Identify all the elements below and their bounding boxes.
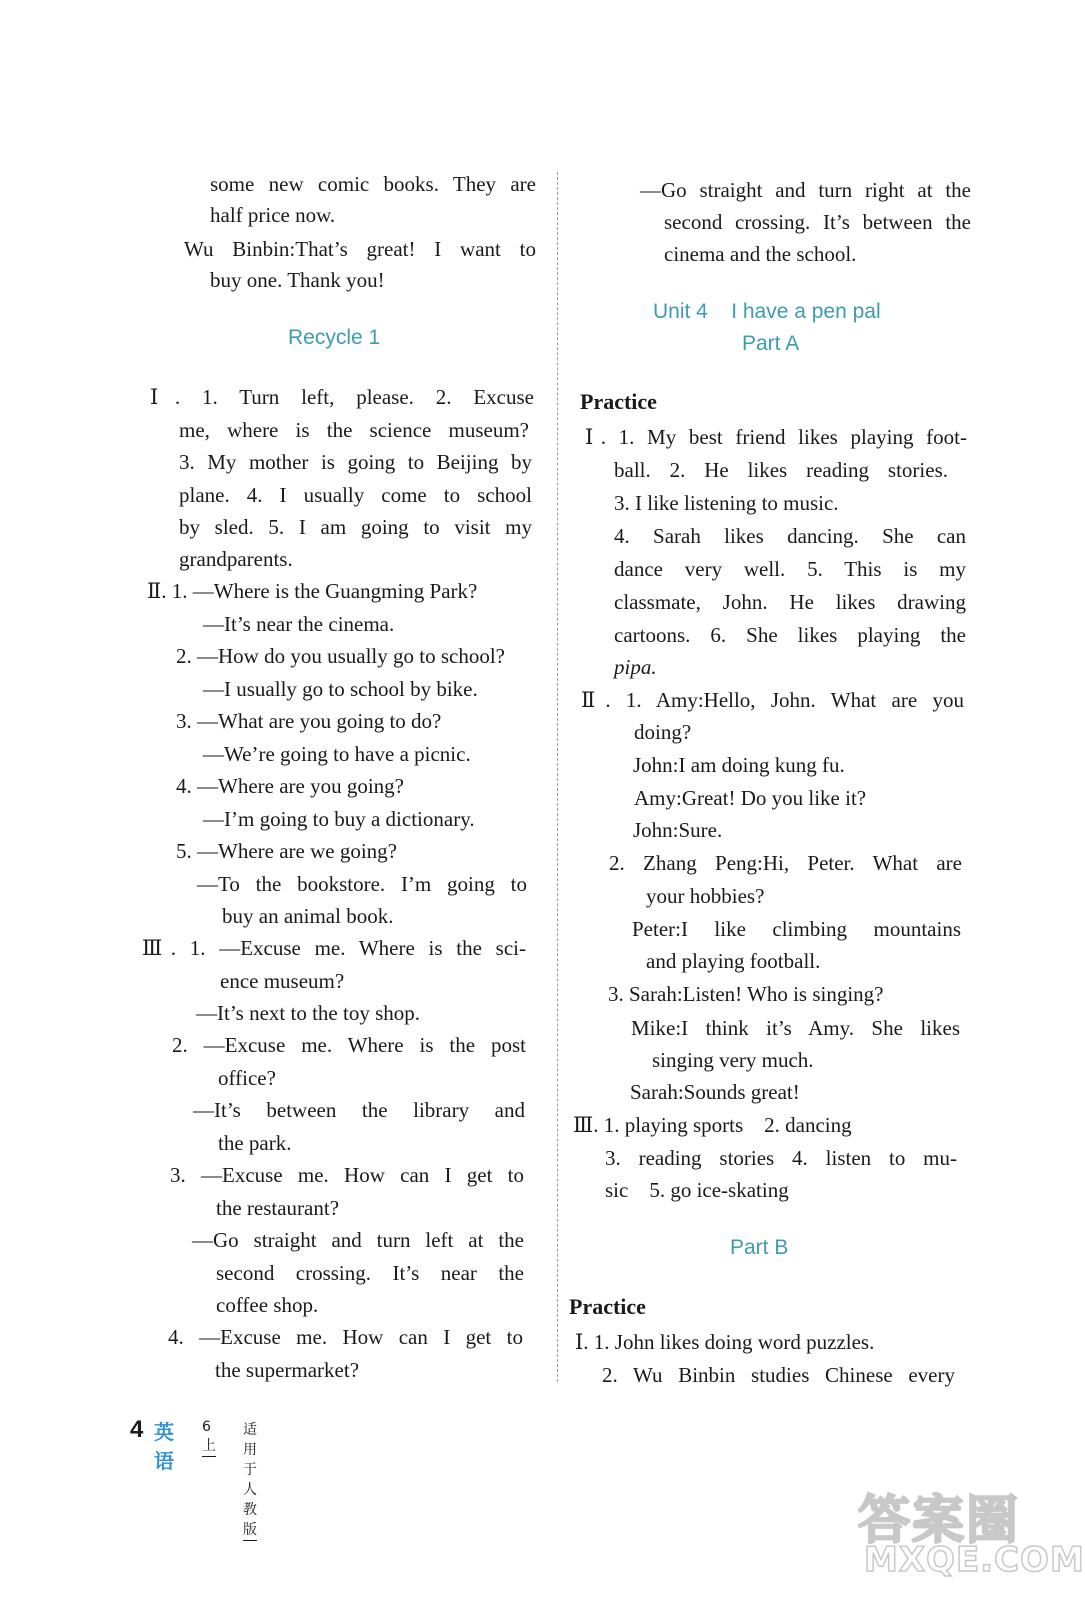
text-line: coffee shop. [216,1293,319,1317]
text-line: John:I am doing kung fu. [633,753,845,777]
text-line: —It’s between the library and [193,1098,525,1122]
text-line: Ⅰ. 1. Turn left, please. 2. Excuse [150,385,534,409]
text-line: Ⅰ. 1. My best friend likes playing foot- [585,425,967,449]
text-line: Sarah:Sounds great! [630,1080,800,1104]
text-line: ball. 2. He likes reading stories. [614,458,948,482]
text-line: ence museum? [220,969,345,993]
text-line: Ⅱ. 1. Amy:Hello, John. What are you [581,688,964,712]
text-line: the supermarket? [215,1358,360,1382]
subject-label: 英语 [154,1420,174,1473]
part-a-title: Part A [742,332,800,355]
text-line: 2. Zhang Peng:Hi, Peter. What are [609,851,962,875]
text-line: singing very much. [652,1048,814,1072]
text-line: the restaurant? [216,1196,340,1220]
text-line: —I usually go to school by bike. [203,677,478,701]
text-line: 5. —Where are we going? [176,839,397,863]
section-title-recycle: Recycle 1 [288,326,381,349]
text-line: 2. —How do you usually go to school? [176,644,505,668]
watermark-en: MXQE.COM [864,1540,1085,1580]
text-line: the park. [218,1131,292,1155]
text-line: Amy:Great! Do you like it? [634,786,867,810]
watermark-cn: 答案圈 [858,1491,1021,1551]
text-line: cinema and the school. [664,242,857,266]
text-line: pipa. [614,655,657,679]
text-line: —We’re going to have a picnic. [203,742,471,766]
text-line: 3. reading stories 4. listen to mu- [605,1146,957,1170]
text-line: —I’m going to buy a dictionary. [203,807,475,831]
text-line: Ⅰ. 1. John likes doing word puzzles. [575,1330,875,1354]
text-line: 4. —Where are you going? [176,774,404,798]
text-line: sic 5. go ice-skating [605,1178,789,1202]
part-b-title: Part B [730,1236,789,1259]
text-line: buy an animal book. [222,904,394,928]
text-line: 2. Wu Binbin studies Chinese every [602,1363,955,1387]
text-line: Ⅲ. 1. playing sports 2. dancing [573,1113,852,1137]
text-line: by sled. 5. I am going to visit my [179,515,532,539]
text-line: 3. My mother is going to Beijing by [179,450,532,474]
text-line: 3. —What are you going to do? [176,709,442,733]
text-line: doing? [634,720,692,744]
text-line: some new comic books. They are [210,172,536,196]
page-number: 4 [130,1416,144,1443]
watermark-logo [858,1478,1085,1596]
text-line: buy one. Thank you! [210,268,385,292]
text-line: —It’s near the cinema. [203,612,395,636]
text-line: 4. —Excuse me. How can I get to [168,1325,523,1349]
text-line: —Go straight and turn right at the [640,178,971,202]
text-line: 3. —Excuse me. How can I get to [170,1163,524,1187]
text-line: Peter:I like climbing mountains [632,917,961,941]
text-line: —Go straight and turn left at the [192,1228,524,1252]
text-line: classmate, John. He likes drawing [614,590,966,614]
text-line: second crossing. It’s near the [216,1261,524,1285]
text-line: 3. I like listening to music. [614,491,839,515]
text-line: and playing football. [646,949,821,973]
practice-heading: Practice [569,1294,646,1319]
text-line: Ⅲ. 1. —Excuse me. Where is the sci- [142,936,526,960]
text-line: office? [218,1066,276,1090]
text-line: Mike:I think it’s Amy. She likes [631,1016,960,1040]
text-line: —To the bookstore. I’m going to [197,872,527,896]
unit-title: Unit 4 I have a pen pal [653,300,881,323]
text-line: second crossing. It’s between the [664,210,971,234]
text-line: dance very well. 5. This is my [614,557,966,581]
text-line: 3. Sarah:Listen! Who is singing? [608,982,884,1006]
practice-heading: Practice [580,389,657,414]
text-line: your hobbies? [646,884,765,908]
grade-label: 6上 [202,1419,216,1457]
text-line: John:Sure. [633,818,723,842]
text-line: half price now. [210,203,336,227]
text-line: cartoons. 6. She likes playing the [614,623,966,647]
column-divider [557,172,558,1382]
text-line: —It’s next to the toy shop. [196,1001,420,1025]
text-line: me, where is the science museum? [179,418,529,442]
text-line: Ⅱ. 1. —Where is the Guangming Park? [147,579,478,603]
text-line: plane. 4. I usually come to school [179,483,532,507]
text-line: Wu Binbin:That’s great! I want to [184,237,536,261]
edition-label: 适用于人教版 [243,1419,257,1541]
text-line: grandparents. [179,547,293,571]
text-line: 2. —Excuse me. Where is the post [172,1033,526,1057]
text-line: 4. Sarah likes dancing. She can [614,524,966,548]
